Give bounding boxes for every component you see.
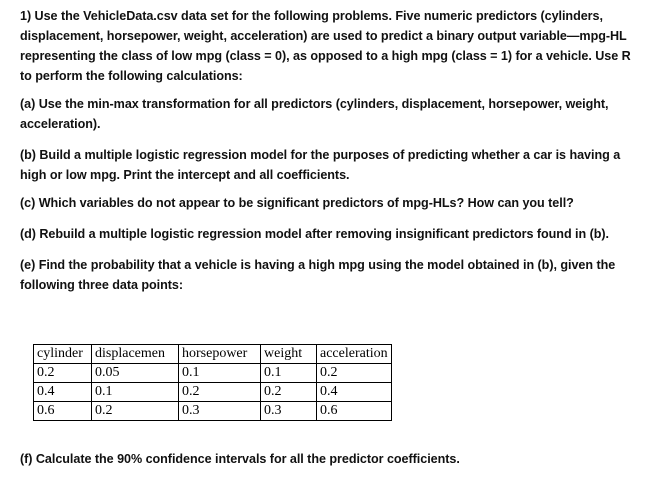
question-d: (d) Rebuild a multiple logistic regression model after removing insignificant predictors found in (b). <box>20 227 609 241</box>
table-row <box>34 364 392 383</box>
problem-text <box>20 6 642 295</box>
table-cell: 0.6 <box>34 402 92 421</box>
table-cell: 0.2 <box>179 383 261 402</box>
table-cell: 0.2 <box>317 364 392 383</box>
header-weight: weight <box>261 345 317 364</box>
table-cell: 0.05 <box>92 364 179 383</box>
table-cell: 0.2 <box>34 364 92 383</box>
question-f: (f) Calculate the 90% confidence intervals for all the predictor coefficients. <box>20 452 460 466</box>
table-cell: 0.2 <box>92 402 179 421</box>
header-displacement: displacemen <box>92 345 179 364</box>
header-cylinder: cylinder <box>34 345 92 364</box>
question-e: (e) Find the probability that a vehicle is having a high mpg using the model obtained in (b), given the following three data points: <box>20 258 616 292</box>
table-row <box>34 402 392 421</box>
table-row <box>34 383 392 402</box>
table-cell: 0.1 <box>261 364 317 383</box>
table-header-row <box>34 345 392 364</box>
table-cell: 0.4 <box>317 383 392 402</box>
problem-intro: 1) Use the VehicleData.csv data set for the following problems. Five numeric predictors (cylinders, displacement, horsepower, weight, acceleration) are used to predict a binary output variable—mpg-HL representing the class of low mpg (class = 0), as opposed to a high mpg (class = 1) for a vehicle. Use R to perform the following calculations: <box>20 9 631 83</box>
table-cell: 0.1 <box>179 364 261 383</box>
table-cell: 0.1 <box>92 383 179 402</box>
question-b: (b) Build a multiple logistic regression model for the purposes of predicting whether a car is having a high or low mpg. Print the intercept and all coefficients. <box>20 148 621 182</box>
question-c: (c) Which variables do not appear to be significant predictors of mpg-HLs? How can you tell? <box>20 196 574 210</box>
table-cell: 0.4 <box>34 383 92 402</box>
header-acceleration: acceleration <box>317 345 392 364</box>
table-cell: 0.3 <box>179 402 261 421</box>
question-a: (a) Use the min-max transformation for all predictors (cylinders, displacement, horsepower, weight, acceleration). <box>20 97 609 131</box>
data-points-table <box>33 344 392 421</box>
table-cell: 0.3 <box>261 402 317 421</box>
table-cell: 0.6 <box>317 402 392 421</box>
header-horsepower: horsepower <box>179 345 261 364</box>
final-question-block <box>20 449 642 469</box>
table-cell: 0.2 <box>261 383 317 402</box>
